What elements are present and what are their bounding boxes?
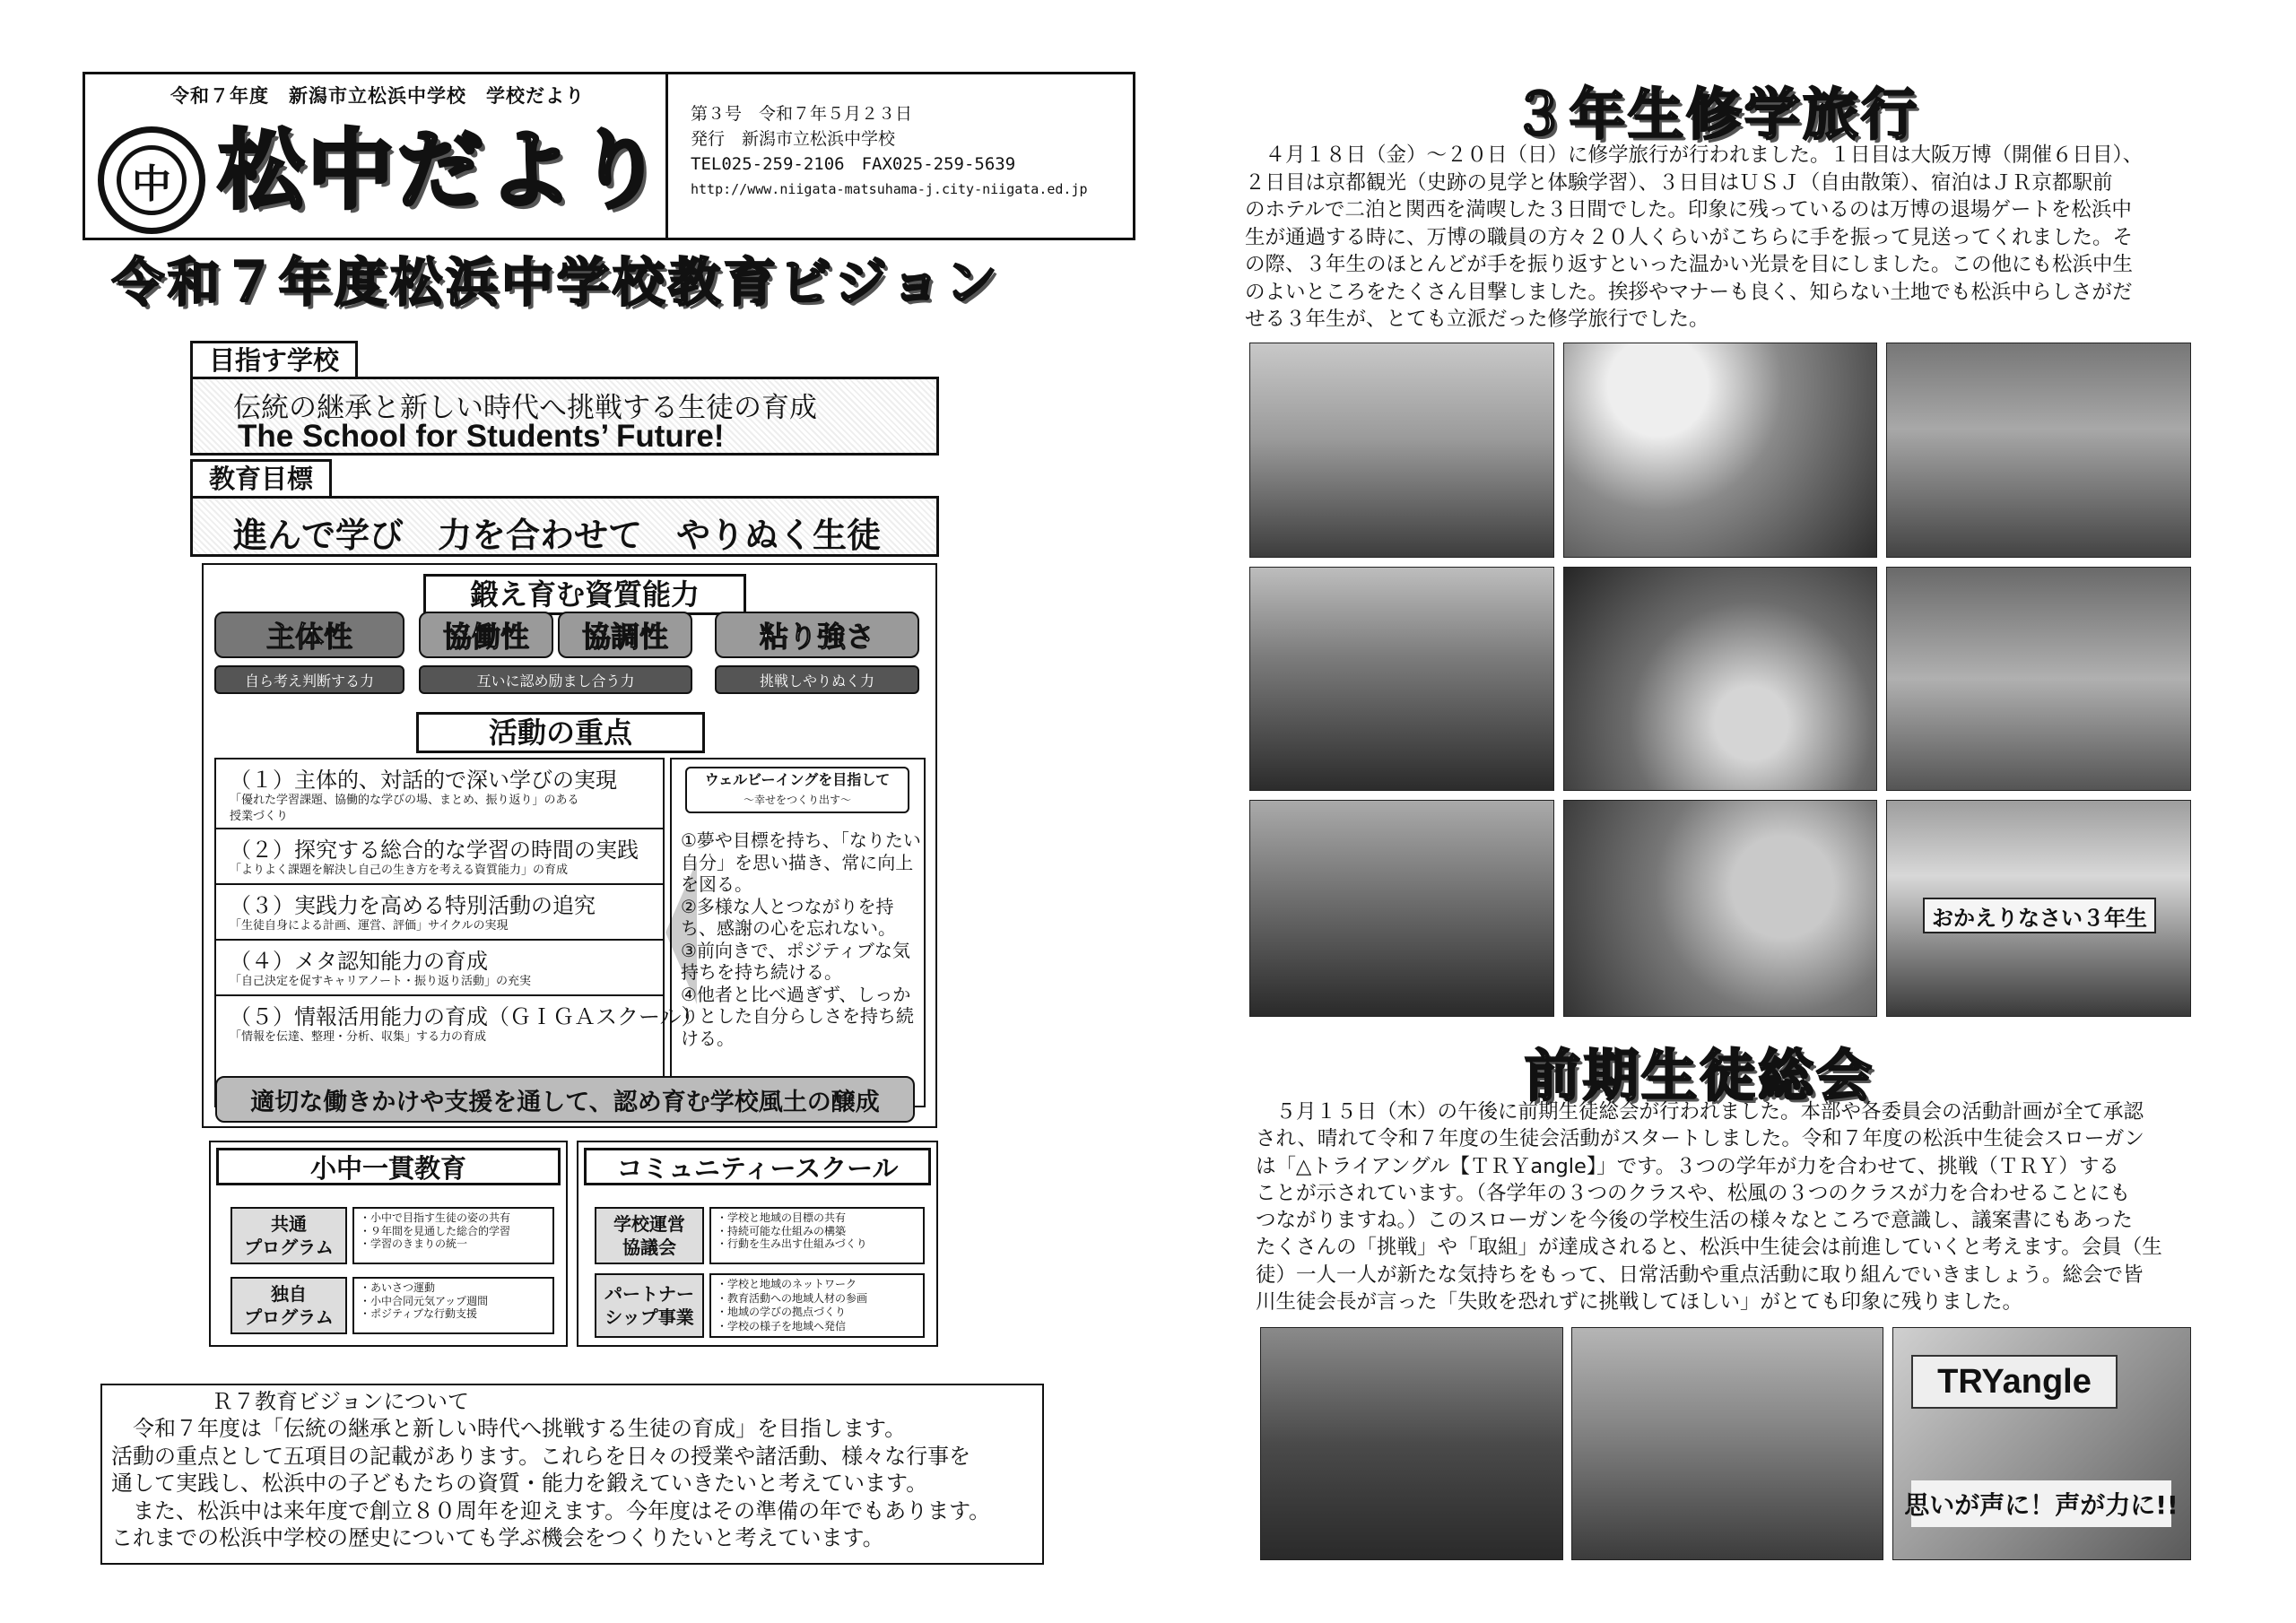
wellbeing-item: ③前向きで、ポジティブな気持ちを持ち続ける。 (681, 939, 910, 983)
program-note: ・９年間を見通した総合的学習 (360, 1224, 511, 1237)
capability-pill: 協働性 (419, 612, 553, 658)
meeting-photo-slogan (1892, 1327, 2191, 1560)
program-tag: パートナー シップ事業 (595, 1273, 704, 1338)
program-note: ・教育活動への地域人材の参画 (717, 1291, 868, 1305)
program-note: ・学校の様子を地域へ発信 (717, 1319, 847, 1332)
program-note: ・学習のきまりの統一 (360, 1237, 468, 1250)
meeting-line: たくさんの「挑戦」や「取組」が達成されると、松浜中生徒会は前進していくと考えます。会員（生 (1256, 1236, 2162, 1260)
focus-point (216, 759, 663, 829)
program-note: ・小中で目指す生徒の姿の共有 (360, 1211, 511, 1224)
focus-points (214, 758, 703, 1107)
trip-line: 生が通過する時に、万博の職員の方々２０人くらいがこちらに手を振って見送ってくれました。そ (1245, 225, 2134, 249)
capability-desc: 互いに認め励まし合う力 (419, 665, 692, 694)
trip-line: のよいところをたくさん目撃しました。挨拶やマナーも良く、知らない土地でも松浜中らしさがだ (1245, 280, 2133, 304)
welcome-banner-text: おかえりなさい３年生 (1923, 898, 2156, 933)
trip-photo (1886, 343, 2191, 558)
program-notes (709, 1273, 925, 1338)
meeting-title: 前期生徒総会 (1525, 1043, 1875, 1108)
trip-photo (1249, 567, 1554, 791)
focus-point-desc: 「よりよく課題を解決し自己の生き方を考える資質能力」の育成 (230, 864, 569, 877)
school-emblem (98, 126, 205, 234)
shochu-title: 小中一貫教育 (216, 1148, 561, 1185)
wellbeing-subtitle: ～幸せをつくり出す～ (743, 794, 851, 806)
trip-photo (1249, 343, 1554, 558)
capability-pill: 粘り強さ (715, 612, 919, 658)
edu-goal-banner (190, 496, 939, 557)
focus-point (216, 829, 663, 885)
focus-point-title: （４）メタ認知能力の育成 (230, 949, 488, 974)
capability-pill: 主体性 (214, 612, 404, 658)
program-note: ・学校と地域のネットワーク (717, 1278, 857, 1290)
program-notes (352, 1207, 554, 1264)
slogan-photo-line1: TRYangle (1911, 1355, 2118, 1409)
trip-photo (1563, 800, 1877, 1017)
edu-goal-text: 進んで学び 力を合わせて やりぬく生徒 (233, 516, 882, 555)
r7-note-line: 通して実践し、松浜中の子どもたちの資質・能力を鍛えていきたいと考えています。 (111, 1471, 928, 1496)
school-url[interactable]: http://www.niigata-matsuhama-j.city-niigata.ed.jp (691, 181, 1088, 197)
r7-note-line: また、松浜中は来年度で創立８０周年を迎えます。今年度はその準備の年でもあります。 (111, 1497, 991, 1523)
focus-point (216, 941, 663, 996)
focus-point-desc: 「情報を伝達、整理・分析、収集」する力の育成 (230, 1030, 487, 1044)
trip-line: のホテルで二泊と関西を満喫した３日間でした。印象に残っているのは万博の退場ゲートを松浜中 (1245, 198, 2132, 221)
meeting-line: 徒）一人一人が新たな気持ちをもって、日常活動や重点活動に取り組んでいきましょう。総会で皆 (1256, 1263, 2144, 1287)
focus-point-desc: 「生徒自身による計画、運営、評価」サイクルの実現 (230, 919, 509, 933)
trip-title: ３年生修学旅行 (1511, 82, 1920, 147)
trip-line: せる３年生が、とても立派だった修学旅行でした。 (1245, 308, 1709, 331)
trip-photo (1249, 800, 1554, 1017)
meeting-article (1256, 1098, 2206, 1315)
masthead (83, 72, 1135, 240)
meeting-line: つながりますね。）このスローガンを今後の学校生活の様々なところで意識し、議案書にもあった (1256, 1209, 2133, 1233)
slogan-photo-line2: 思いが声に！声が力に!! (1911, 1480, 2171, 1527)
publisher-line: 発行 新潟市立松浜中学校 (691, 129, 896, 149)
masthead-info (691, 101, 1088, 202)
vision-diagram (202, 563, 937, 1128)
capability-desc: 挑戦しやりぬく力 (715, 665, 919, 694)
wellbeing-item: ④他者と比べ過ぎず、しっかりとした自分らしさを持ち続ける。 (681, 983, 914, 1049)
program-tag: 学校運営 協議会 (595, 1207, 704, 1264)
r7-note-line: 令和７年度は「伝統の継承と新しい時代へ挑戦する生徒の育成」を目指します。 (111, 1416, 907, 1441)
r7-note-line: これまでの松浜中学校の歴史についても学ぶ機会をつくりたいと考えています。 (111, 1525, 884, 1550)
school-goal-banner (190, 377, 939, 456)
program-note: ・ポジティブな行動支援 (360, 1307, 478, 1320)
program-note: ・持続可能な仕組みの構築 (717, 1224, 847, 1237)
wellbeing-title (685, 767, 909, 813)
focus-point-desc: 「優れた学習課題、協働的な学びの場、まとめ、振り返り」のある (230, 794, 579, 807)
meeting-line: は「△トライアングル【ＴＲＹangle】」です。３つの学年が力を合わせて、挑戦（ＴＲＹ）する (1256, 1154, 2119, 1178)
meeting-photo (1260, 1327, 1563, 1560)
capability-pill: 協調性 (558, 612, 692, 658)
focus-point-title: （５）情報活用能力の育成（ＧＩＧＡスクール） (230, 1004, 703, 1029)
meeting-line: 川生徒会長が言った「失敗を恐れずに挑戦してほしい」がとても印象に残りました。 (1256, 1290, 2023, 1315)
trip-photo (1563, 567, 1877, 791)
wellbeing-title-text: ウェルビーイングを目指して (704, 771, 891, 788)
wellbeing-item: ②多様な人とつながりを持ち、感謝の心を忘れない。 (681, 895, 896, 939)
focus-point (216, 885, 663, 941)
focus-point-desc: 授業づくり (230, 810, 289, 823)
program-tag: 独自 プログラム (230, 1277, 347, 1334)
masthead-eyebrow: 令和７年度 新潟市立松浜中学校 学校だより (170, 85, 585, 107)
trip-photo-welcome-banner (1886, 800, 2191, 1017)
school-ethos-banner: 適切な働きかけや支援を通して、認め育む学校風土の醸成 (215, 1076, 915, 1123)
meeting-line: ５月１５日（木）の午後に前期生徒総会が行われました。本部や各委員会の活動計画が全て承認 (1256, 1100, 2144, 1124)
school-goal-en: The School for Students’ Future! (238, 419, 725, 454)
trip-photo (1886, 567, 2191, 791)
newsletter-logo-title: 松中だより (218, 120, 666, 221)
program-note: ・あいさつ運動 (360, 1281, 436, 1294)
program-tag: 共通 プログラム (230, 1207, 347, 1264)
trip-line: の際、３年生のほとんどが手を振り返すといった温かい光景を目にしました。この他にも松浜中生 (1245, 253, 2134, 276)
focus-point-desc: 「自己決定を促すキャリアノート・振り返り活動」の充実 (230, 975, 532, 988)
contact-line: TEL025-259-2106 FAX025-259-5639 (691, 154, 1016, 174)
meeting-line: され、晴れて令和７年度の生徒会活動がスタートしました。令和７年度の松浜中生徒会スローガン (1256, 1127, 2144, 1151)
issue-line: 第３号 令和７年５月２３日 (691, 104, 913, 124)
school-goal-label: 目指す学校 (190, 341, 358, 380)
meeting-photo (1571, 1327, 1883, 1560)
trip-photo (1563, 343, 1877, 558)
program-note: ・地域の学びの拠点づくり (717, 1306, 847, 1318)
community-title: コミュニティースクール (584, 1148, 931, 1185)
vision-title: 令和７年度松浜中学校教育ビジョン (112, 252, 1001, 313)
capability-desc: 自ら考え判断する力 (214, 665, 404, 694)
r7-note-line: 活動の重点として五項目の記載があります。これらを日々の授業や諸活動、様々な行事を (111, 1443, 971, 1469)
masthead-logo-area (85, 74, 668, 238)
meeting-line: ことが示されています。（各学年の３つのクラスや、松風の３つのクラスが力を合わせることにも (1256, 1181, 2131, 1205)
focus-title: 活動の重点 (416, 712, 705, 753)
program-notes (352, 1277, 554, 1334)
shochu-ikkan-panel (209, 1141, 568, 1347)
school-goal-jp: 伝統の継承と新しい時代へ挑戦する生徒の育成 (233, 392, 817, 424)
school-emblem-char: 中 (117, 145, 187, 215)
wellbeing-items (681, 829, 923, 1049)
r7-note-title: Ｒ７教育ビジョンについて (212, 1389, 470, 1414)
r7-vision-note (100, 1384, 1044, 1565)
program-note: ・学校と地域の目標の共有 (717, 1211, 847, 1224)
edu-goal-label: 教育目標 (190, 459, 332, 499)
program-notes (709, 1207, 925, 1264)
trip-line: ４月１８日（金）～２０日（日）に修学旅行が行われました。１日目は大阪万博（開催６日目）、 (1245, 143, 2144, 167)
wellbeing-item: ①夢や目標を持ち、「なりたい自分」を思い描き、常に向上を図る。 (681, 829, 921, 895)
trip-line: ２日目は京都観光（史跡の見学と体験学習）、３日目はＵＳＪ（自由散策）、宿泊はＪＲ京都駅前 (1245, 170, 2113, 195)
focus-point (216, 996, 703, 1052)
trip-article (1245, 142, 2196, 334)
community-school-panel (577, 1141, 938, 1347)
program-note: ・小中合同元気アップ週間 (360, 1294, 489, 1307)
wellbeing-box (670, 758, 926, 1107)
program-note: ・行動を生み出す仕組みづくり (717, 1237, 867, 1250)
capabilities-title: 鍛え育む資質能力 (423, 574, 746, 615)
focus-point-title: （２）探究する総合的な学習の時間の実践 (230, 838, 639, 863)
focus-point-title: （３）実践力を高める特別活動の追究 (230, 893, 596, 918)
focus-point-title: （１）主体的、対話的で深い学びの実現 (230, 768, 617, 793)
